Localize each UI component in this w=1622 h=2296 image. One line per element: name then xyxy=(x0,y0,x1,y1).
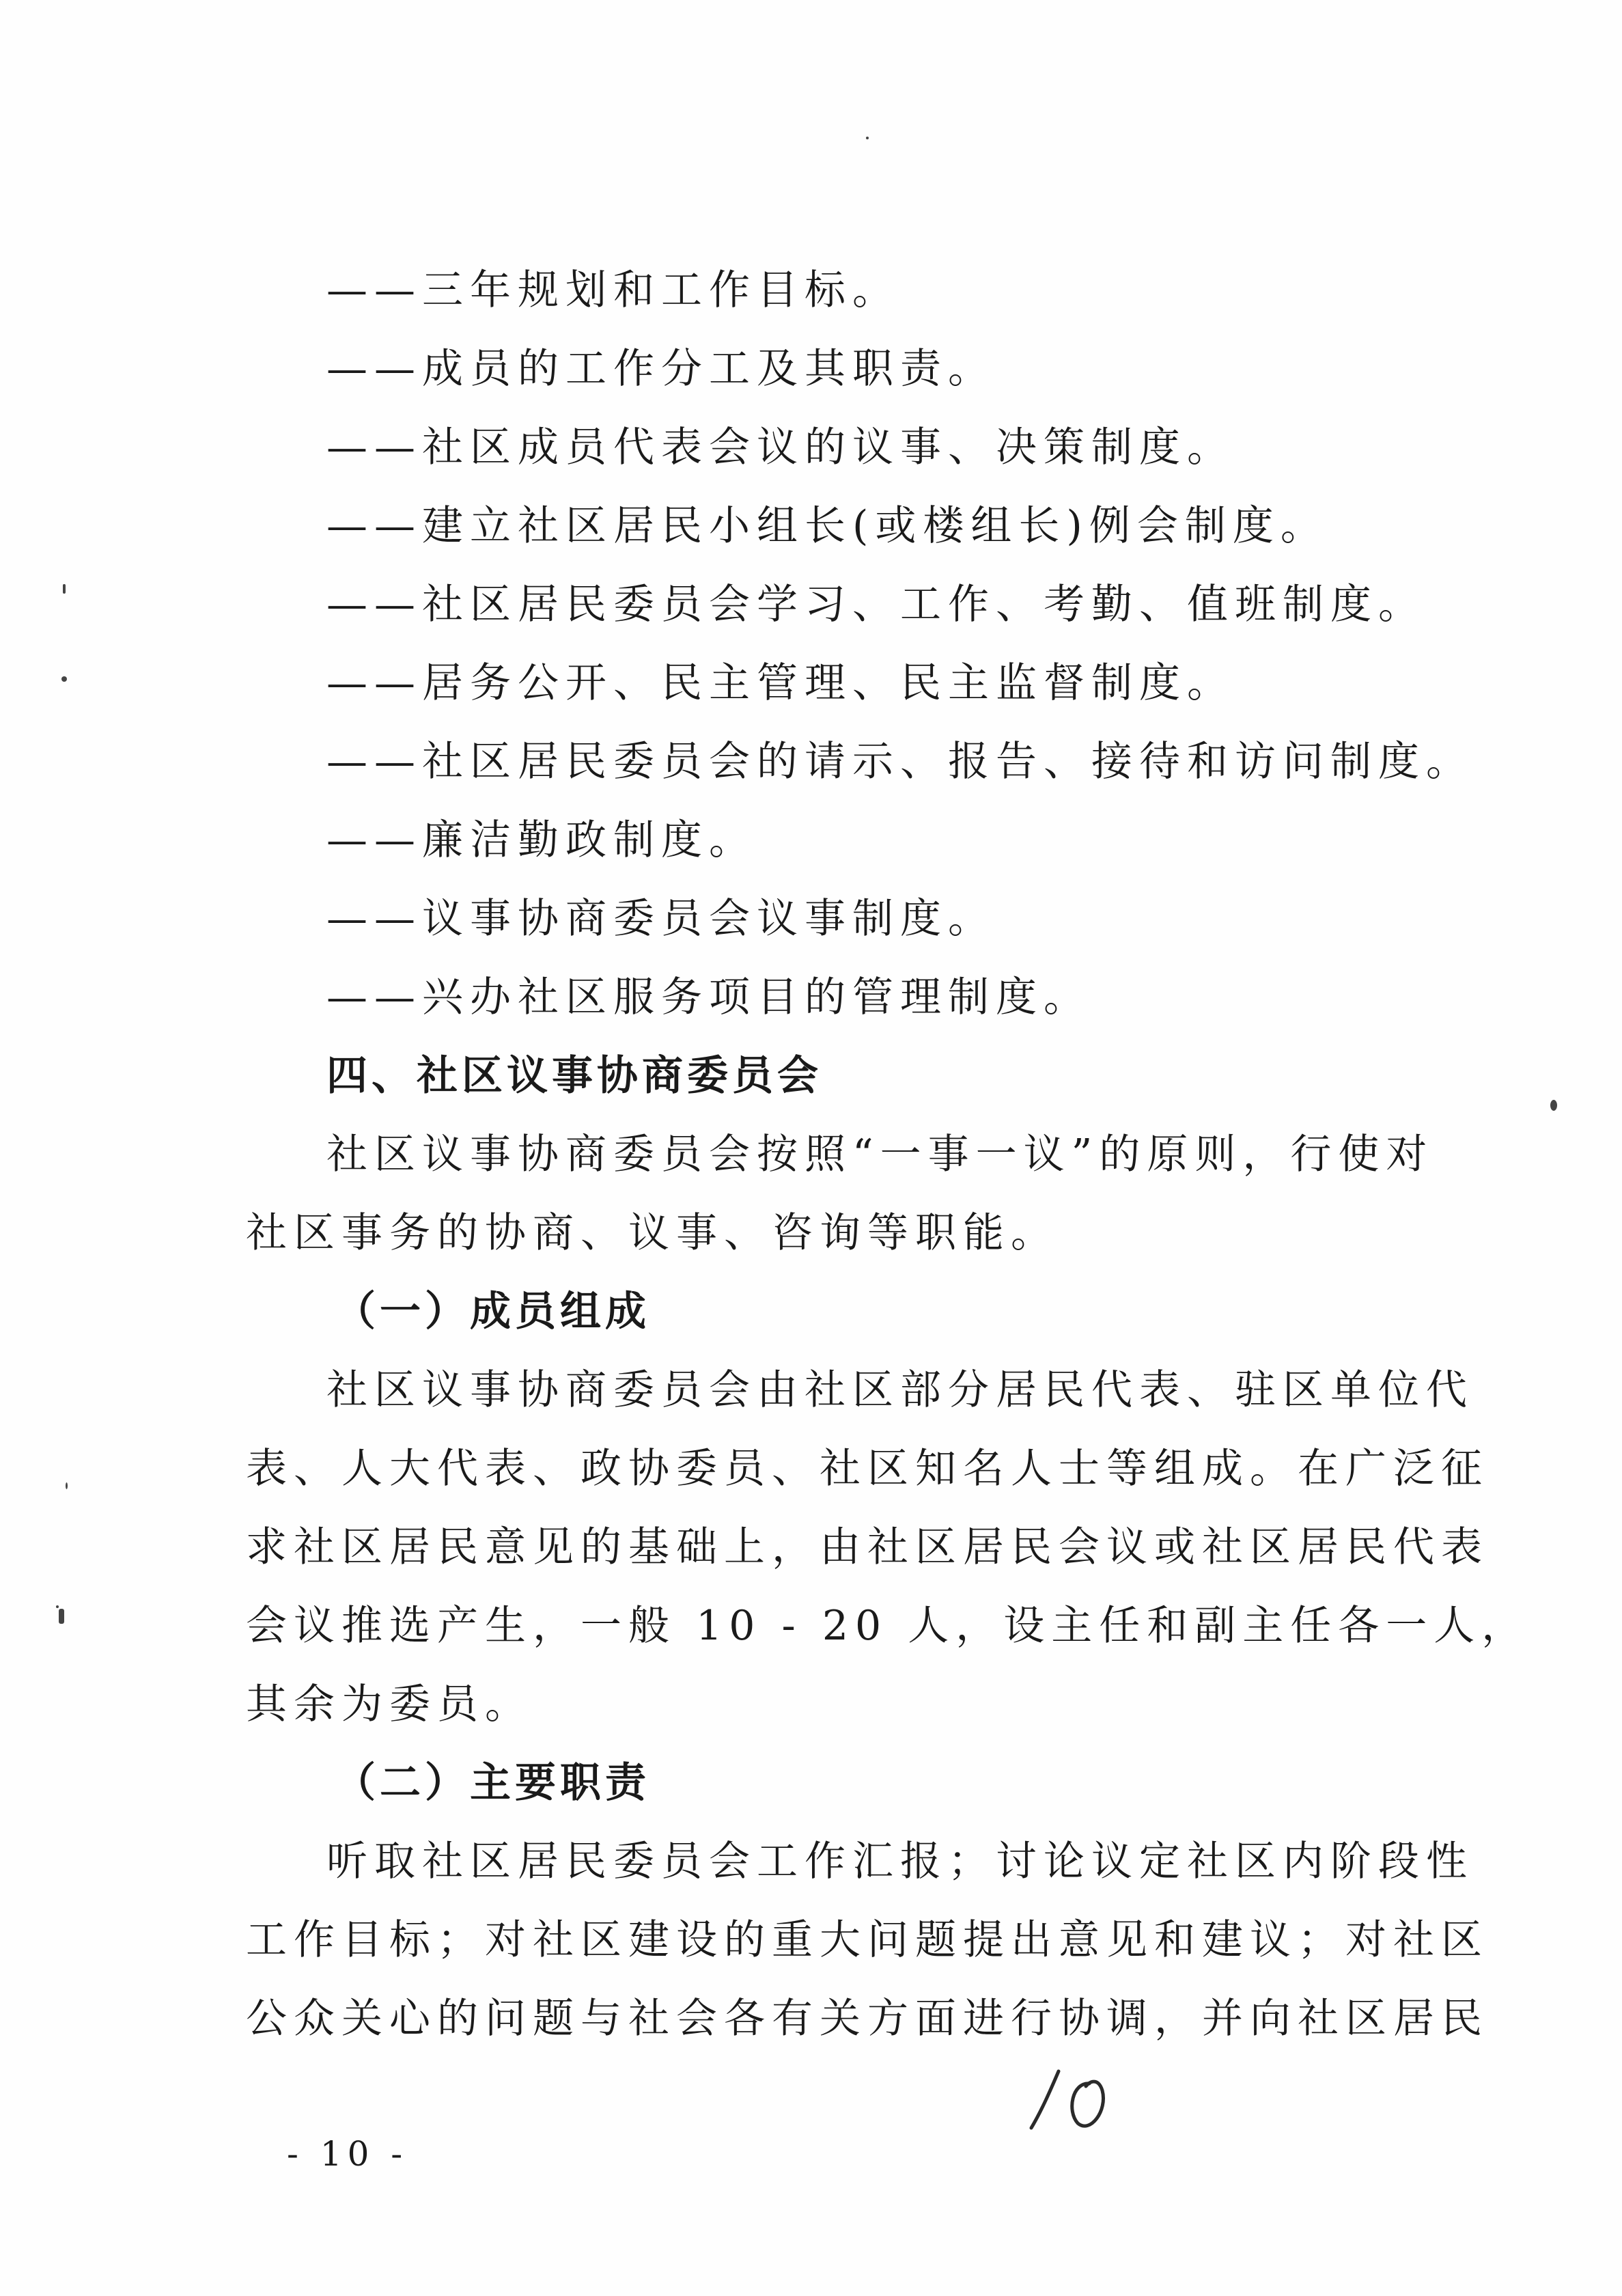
scan-speck xyxy=(63,584,66,594)
scan-speck xyxy=(866,137,869,139)
list-item: ——三年规划和工作目标。 xyxy=(326,266,900,314)
section-heading: 四、社区议事协商委员会 xyxy=(326,1052,822,1100)
paragraph-line: 社区议事协商委员会按照“一事一议”的原则，行使对 xyxy=(326,1131,1434,1178)
list-item: ——议事协商委员会议事制度。 xyxy=(326,895,996,943)
paragraph-line: 公众关心的问题与社会各有关方面进行协调，并向社区居民 xyxy=(246,1995,1489,2043)
list-item: ——兴办社区服务项目的管理制度。 xyxy=(326,973,1091,1021)
list-item: ——建立社区居民小组长(或楼组长)例会制度。 xyxy=(326,502,1328,550)
paragraph-line: 听取社区居民委员会工作汇报；讨论议定社区内阶段性 xyxy=(326,1838,1474,1885)
list-item: ——社区居民委员会学习、工作、考勤、值班制度。 xyxy=(326,581,1426,628)
list-item: ——社区居民委员会的请示、报告、接待和访问制度。 xyxy=(326,738,1474,786)
scan-speck xyxy=(61,676,67,682)
list-item: ——廉洁勤政制度。 xyxy=(326,816,757,864)
paragraph-line: 其余为委员。 xyxy=(246,1680,533,1728)
list-item: ——社区成员代表会议的议事、决策制度。 xyxy=(326,424,1235,471)
subsection-heading: （二）主要职责 xyxy=(335,1759,650,1807)
scan-speck xyxy=(59,1609,64,1624)
paragraph-line: 社区事务的协商、议事、咨询等职能。 xyxy=(246,1209,1059,1257)
scan-speck xyxy=(66,1482,68,1489)
scan-speck xyxy=(1550,1100,1557,1111)
list-item: ——居务公开、民主管理、民主监督制度。 xyxy=(326,659,1235,707)
paragraph-line: 工作目标；对社区建设的重大问题提出意见和建议；对社区 xyxy=(246,1916,1489,1964)
handwritten-page-number xyxy=(1018,2063,1120,2138)
page-number: - 10 - xyxy=(287,2134,408,2174)
paragraph-line: 社区议事协商委员会由社区部分居民代表、驻区单位代 xyxy=(326,1366,1474,1414)
list-item: ——成员的工作分工及其职责。 xyxy=(326,345,996,393)
scan-speck xyxy=(56,1605,59,1608)
paragraph-line: 表、人大代表、政协委员、社区知名人士等组成。在广泛征 xyxy=(246,1445,1489,1493)
subsection-heading: （一）成员组成 xyxy=(335,1288,650,1336)
paragraph-line: 会议推选产生，一般 10 - 20 人，设主任和副主任各一人， xyxy=(246,1602,1530,1650)
paragraph-line: 求社区居民意见的基础上，由社区居民会议或社区居民代表 xyxy=(246,1523,1489,1571)
